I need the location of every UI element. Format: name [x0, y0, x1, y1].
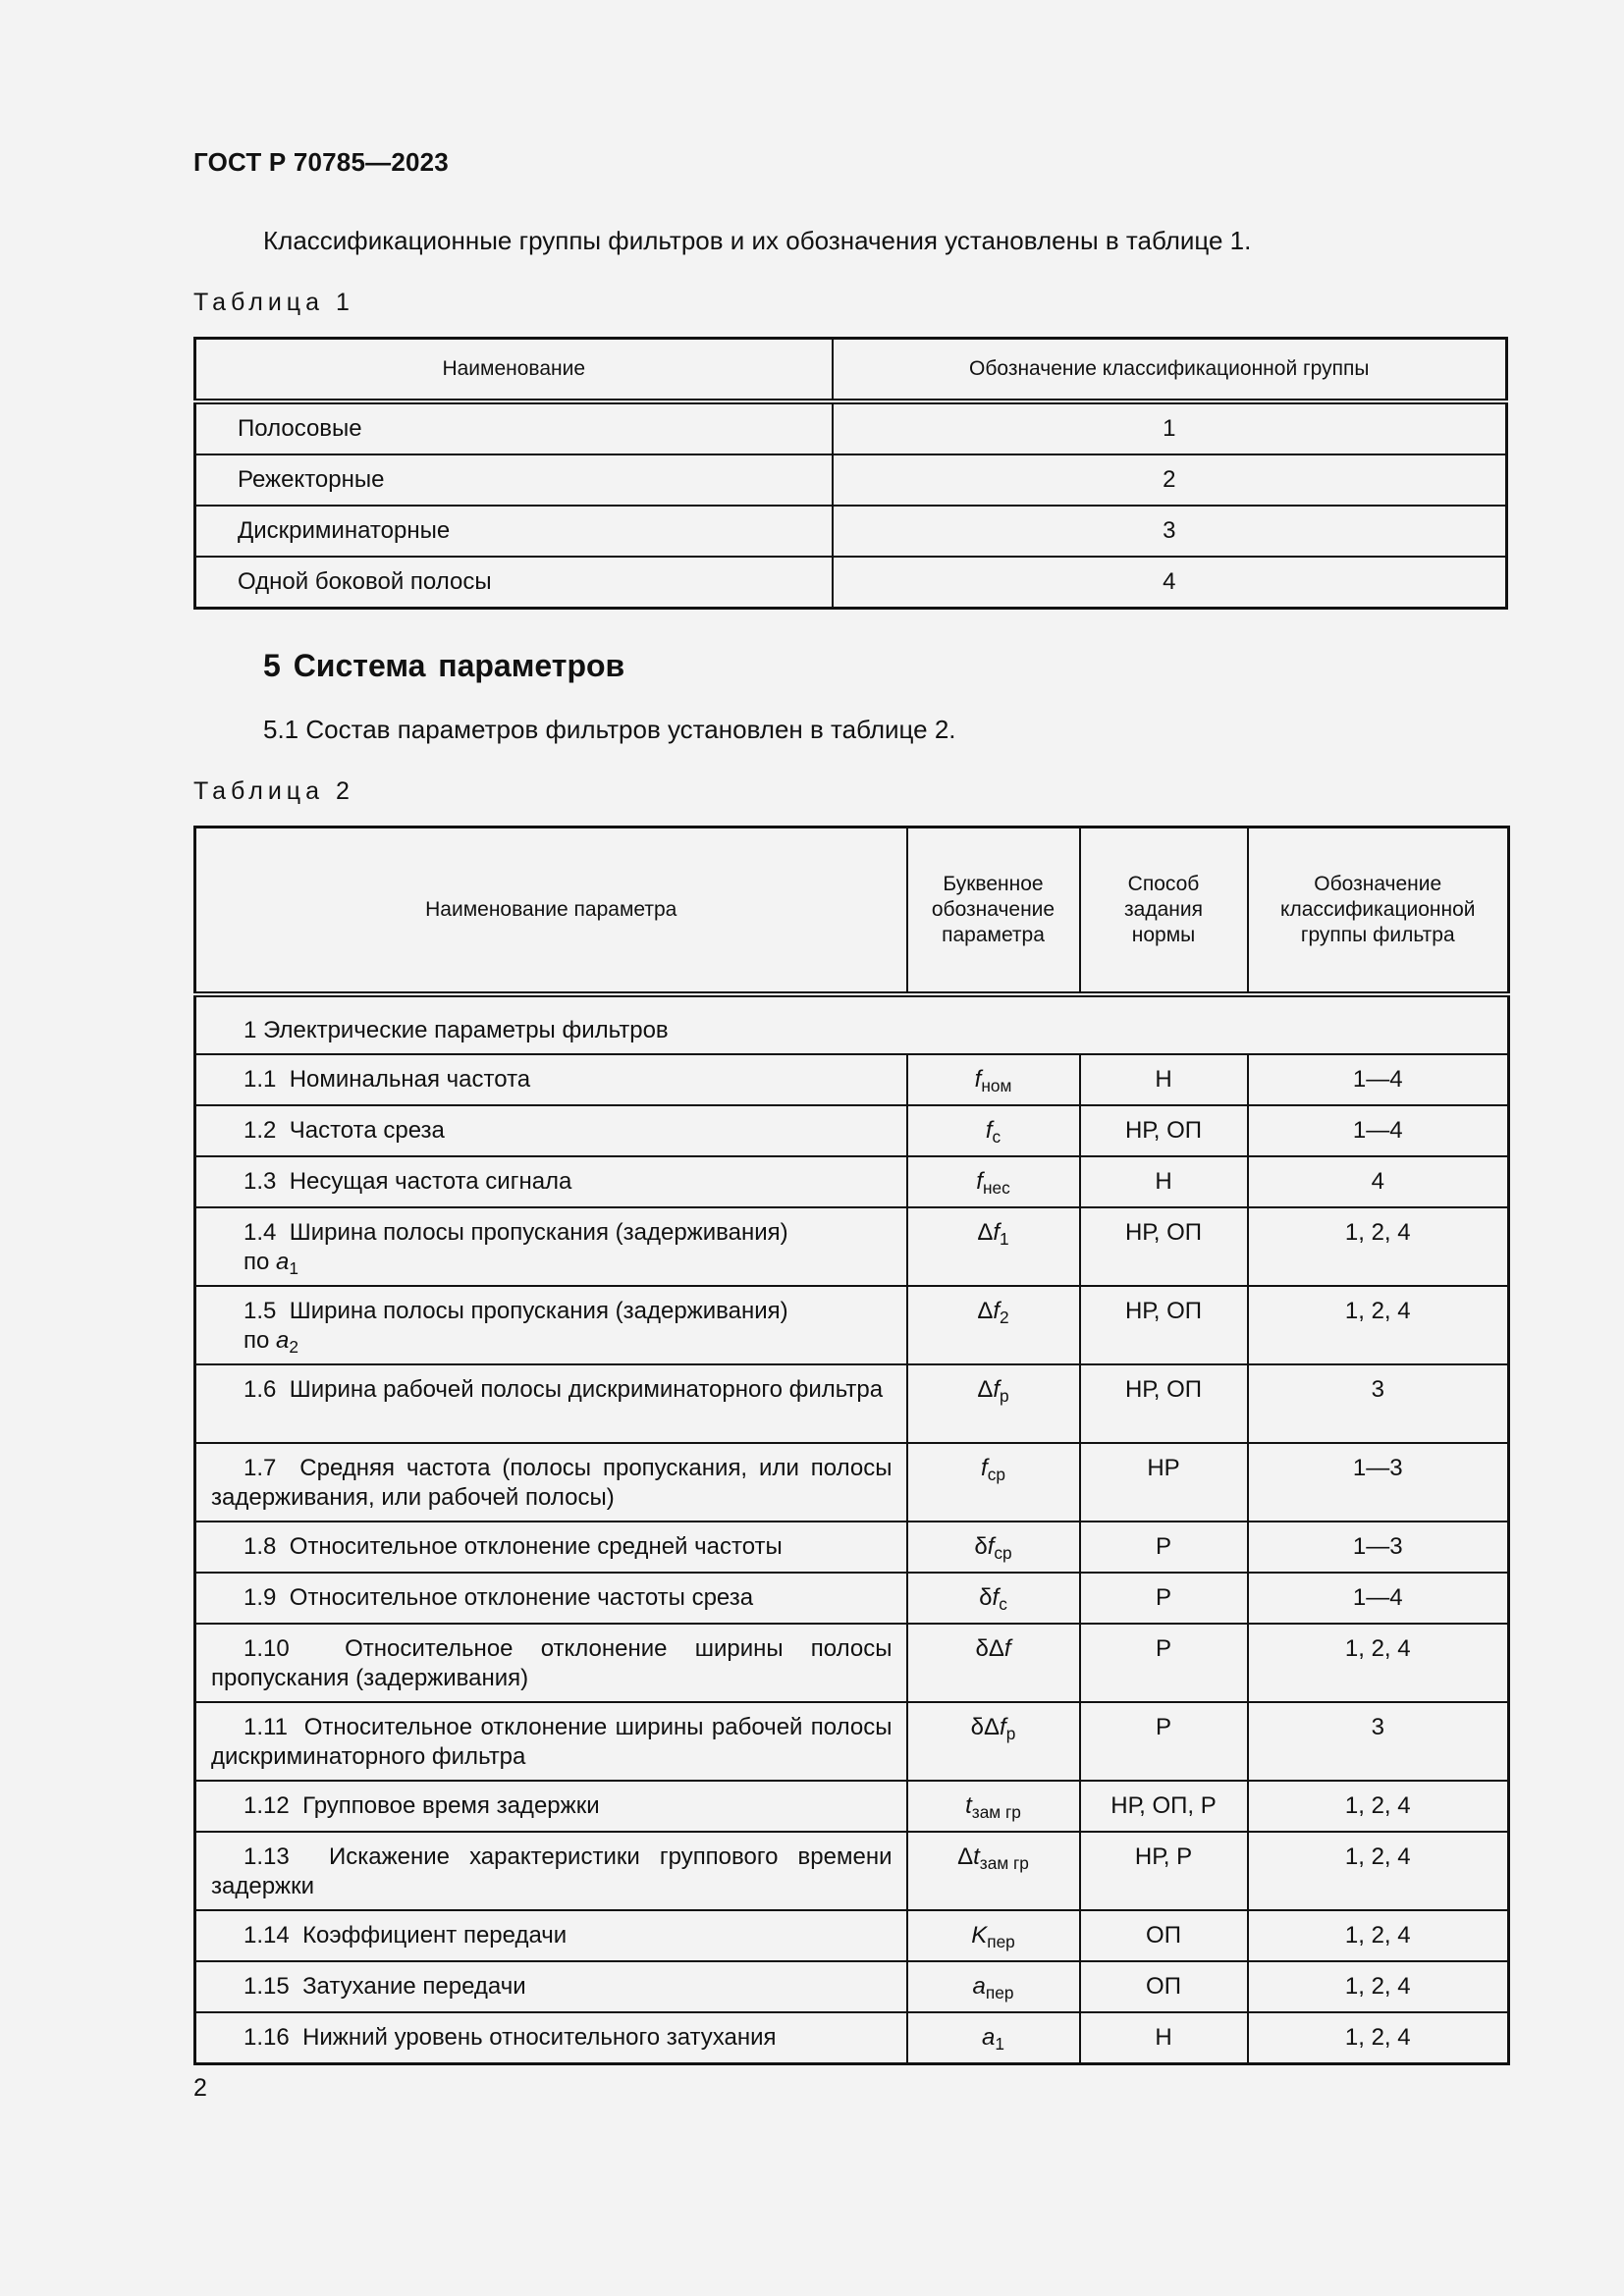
- filter-type-name: Одной боковой полосы: [195, 557, 833, 609]
- table2-header-row: [195, 828, 1509, 995]
- parameter-name: [195, 1832, 907, 1910]
- parameter-label-subscript: 1: [289, 1258, 298, 1278]
- symbol-base: f: [1003, 1635, 1011, 1662]
- norm-method: ОП: [1080, 1910, 1248, 1961]
- filter-group-code: 1: [833, 401, 1507, 454]
- parameter-label-variable: a: [276, 1327, 290, 1354]
- norm-method: НР, ОП: [1080, 1105, 1248, 1156]
- parameter-label-prefix: по: [244, 1249, 277, 1275]
- parameter-number: 1.14: [244, 1922, 290, 1949]
- symbol-prefix: δΔ: [975, 1635, 1004, 1662]
- parameter-symbol: [907, 1105, 1080, 1156]
- parameter-label: Искажение характеристики группового времени задержки: [211, 1843, 893, 1899]
- table-row: [195, 1832, 1509, 1910]
- norm-method: Р: [1080, 1624, 1248, 1702]
- parameter-symbol: [907, 1832, 1080, 1910]
- filter-groups: 1, 2, 4: [1248, 1961, 1509, 2012]
- parameter-symbol: [907, 1156, 1080, 1207]
- norm-method: Р: [1080, 1573, 1248, 1624]
- symbol-subscript: ср: [994, 1543, 1012, 1563]
- symbol-subscript: нес: [982, 1178, 1010, 1198]
- symbol-base: f: [1000, 1714, 1006, 1740]
- parameter-label: Относительное отклонение частоты среза: [289, 1584, 754, 1611]
- parameter-label: Несущая частота сигнала: [289, 1168, 572, 1195]
- table-row: [195, 1364, 1509, 1443]
- parameter-name: [195, 1522, 907, 1573]
- table-row: [195, 557, 1507, 609]
- filter-groups: 1—4: [1248, 1573, 1509, 1624]
- table-row: [195, 1105, 1509, 1156]
- filter-group-code: 2: [833, 454, 1507, 506]
- table1-caption: Таблица 1: [193, 289, 354, 316]
- parameter-number: 1.10: [244, 1635, 290, 1662]
- parameter-name: [195, 1573, 907, 1624]
- section-title: 5 Система параметров: [263, 648, 625, 683]
- classification-table: [193, 337, 1508, 610]
- parameter-symbol: [907, 1702, 1080, 1781]
- filter-group-code: 3: [833, 506, 1507, 557]
- symbol-base: f: [985, 1117, 993, 1144]
- table-row: [195, 1286, 1509, 1364]
- parameter-number: 1.13: [244, 1843, 290, 1870]
- table-row: [195, 454, 1507, 506]
- parameter-name: [195, 2012, 907, 2064]
- filter-groups: 1, 2, 4: [1248, 1624, 1509, 1702]
- parameter-name: [195, 1207, 907, 1286]
- symbol-subscript: пер: [987, 1932, 1015, 1951]
- column-header-name: Наименование: [195, 339, 833, 402]
- parameter-symbol: [907, 1364, 1080, 1443]
- symbol-base: f: [987, 1533, 995, 1560]
- filter-groups: 3: [1248, 1364, 1509, 1443]
- filter-groups: 1—3: [1248, 1443, 1509, 1522]
- table-row: [195, 506, 1507, 557]
- parameter-name: [195, 1156, 907, 1207]
- parameter-number: 1.6: [244, 1376, 277, 1403]
- symbol-subscript: 1: [1000, 1229, 1009, 1249]
- column-header-method: Способ задания нормы: [1080, 828, 1248, 995]
- parameter-label: Ширина рабочей полосы дискриминаторного фильтра: [289, 1376, 884, 1403]
- filter-groups: 1, 2, 4: [1248, 1832, 1509, 1910]
- filter-groups: 1, 2, 4: [1248, 2012, 1509, 2064]
- parameter-number: 1.4: [244, 1219, 277, 1246]
- filter-group-code: 4: [833, 557, 1507, 609]
- symbol-base: f: [993, 1298, 1001, 1324]
- parameter-symbol: [907, 1910, 1080, 1961]
- symbol-prefix: Δ: [977, 1219, 994, 1246]
- norm-method: Н: [1080, 1156, 1248, 1207]
- symbol-prefix: Δ: [957, 1843, 974, 1870]
- filter-type-name: Полосовые: [195, 401, 833, 454]
- symbol-prefix: Δ: [977, 1298, 994, 1324]
- norm-method: Р: [1080, 1522, 1248, 1573]
- norm-method: НР, ОП, Р: [1080, 1781, 1248, 1832]
- symbol-subscript: р: [1005, 1724, 1016, 1743]
- symbol-subscript: ср: [987, 1465, 1005, 1484]
- parameter-symbol: [907, 1054, 1080, 1105]
- filter-type-name: Режекторные: [195, 454, 833, 506]
- parameter-name: [195, 1781, 907, 1832]
- symbol-subscript: с: [992, 1127, 1001, 1147]
- parameter-label-prefix: по: [244, 1327, 277, 1354]
- parameter-name: [195, 1443, 907, 1522]
- symbol-base: f: [976, 1168, 983, 1195]
- symbol-subscript: р: [1000, 1386, 1009, 1406]
- table-row: [195, 1702, 1509, 1781]
- parameter-symbol: [907, 1286, 1080, 1364]
- symbol-base: a: [982, 2024, 996, 2051]
- parameter-number: 1.1: [244, 1066, 277, 1093]
- table-row: [195, 1207, 1509, 1286]
- parameter-name: [195, 1624, 907, 1702]
- norm-method: Н: [1080, 1054, 1248, 1105]
- parameter-number: 1.2: [244, 1117, 277, 1144]
- norm-method: НР, ОП: [1080, 1286, 1248, 1364]
- symbol-base: a: [972, 1973, 986, 2000]
- symbol-base: K: [971, 1922, 988, 1949]
- filter-groups: 1, 2, 4: [1248, 1286, 1509, 1364]
- parameter-label-subscript: 2: [289, 1337, 298, 1357]
- document-code: ГОСТ Р 70785—2023: [193, 147, 449, 177]
- table-row: [195, 1522, 1509, 1573]
- parameter-label: Средняя частота (полосы пропускания, или полосы задерживания, или рабочей полосы): [211, 1455, 893, 1511]
- parameter-symbol: [907, 2012, 1080, 2064]
- parameter-number: 1.11: [244, 1714, 288, 1740]
- parameter-number: 1.9: [244, 1584, 277, 1611]
- table-row: [195, 1443, 1509, 1522]
- norm-method: Р: [1080, 1702, 1248, 1781]
- parameter-symbol: [907, 1624, 1080, 1702]
- norm-method: Н: [1080, 2012, 1248, 2064]
- parameter-label: Номинальная частота: [289, 1066, 531, 1093]
- symbol-base: f: [992, 1584, 1000, 1611]
- parameter-name: [195, 1286, 907, 1364]
- parameter-symbol: [907, 1207, 1080, 1286]
- parameter-symbol: [907, 1573, 1080, 1624]
- table-row: [195, 1961, 1509, 2012]
- parameter-symbol: [907, 1443, 1080, 1522]
- table-row: [195, 1781, 1509, 1832]
- filter-type-name: Дискриминаторные: [195, 506, 833, 557]
- column-header-group: Обозначение классификационной группы: [833, 339, 1507, 402]
- norm-method: НР, Р: [1080, 1832, 1248, 1910]
- filter-groups: 3: [1248, 1702, 1509, 1781]
- table2-caption: Таблица 2: [193, 777, 354, 805]
- parameter-label: Групповое время задержки: [302, 1792, 600, 1819]
- table-row: [195, 1910, 1509, 1961]
- parameter-number: 1.12: [244, 1792, 290, 1819]
- symbol-base: f: [981, 1455, 988, 1481]
- parameter-number: 1.15: [244, 1973, 290, 2000]
- norm-method: ОП: [1080, 1961, 1248, 2012]
- filter-groups: 1—4: [1248, 1054, 1509, 1105]
- table-row: [195, 401, 1507, 454]
- symbol-base: t: [973, 1843, 980, 1870]
- parameter-label: Ширина полосы пропускания (задерживания): [289, 1219, 788, 1246]
- parameter-label: Относительное отклонение ширины рабочей полосы дискриминаторного фильтра: [211, 1714, 893, 1770]
- parameters-table: [193, 826, 1510, 2065]
- parameter-number: 1.3: [244, 1168, 277, 1195]
- parameter-name: [195, 1910, 907, 1961]
- column-header-symbol: Буквенное обозначение параметра: [907, 828, 1080, 995]
- table-row: [195, 1624, 1509, 1702]
- filter-groups: 1—3: [1248, 1522, 1509, 1573]
- parameter-name: [195, 1105, 907, 1156]
- symbol-prefix: Δ: [977, 1376, 994, 1403]
- parameter-name: [195, 1054, 907, 1105]
- symbol-subscript: с: [999, 1594, 1007, 1614]
- group-row: [195, 994, 1509, 1054]
- symbol-prefix: δΔ: [970, 1714, 1001, 1740]
- parameter-name: [195, 1961, 907, 2012]
- symbol-subscript: 2: [1000, 1308, 1009, 1327]
- parameter-label: Затухание передачи: [302, 1973, 526, 2000]
- filter-groups: 1—4: [1248, 1105, 1509, 1156]
- table1-header-row: [195, 339, 1507, 402]
- parameter-number: 1.7: [244, 1455, 277, 1481]
- group-title: 1 Электрические параметры фильтров: [195, 994, 1509, 1054]
- filter-groups: 1, 2, 4: [1248, 1910, 1509, 1961]
- filter-groups: 1, 2, 4: [1248, 1781, 1509, 1832]
- table-row: [195, 2012, 1509, 2064]
- norm-method: НР: [1080, 1443, 1248, 1522]
- symbol-prefix: δ: [974, 1533, 988, 1560]
- section-paragraph: 5.1 Состав параметров фильтров установлен в таблице 2.: [263, 715, 956, 744]
- parameter-number: 1.16: [244, 2024, 290, 2051]
- parameter-number: 1.5: [244, 1298, 277, 1324]
- parameter-label: Частота среза: [289, 1117, 445, 1144]
- symbol-subscript: зам гр: [971, 1802, 1021, 1822]
- parameter-number: 1.8: [244, 1533, 277, 1560]
- norm-method: НР, ОП: [1080, 1207, 1248, 1286]
- parameter-name: [195, 1364, 907, 1443]
- parameter-label: Ширина полосы пропускания (задерживания): [289, 1298, 788, 1324]
- symbol-base: t: [965, 1792, 972, 1819]
- parameter-symbol: [907, 1781, 1080, 1832]
- filter-groups: 1, 2, 4: [1248, 1207, 1509, 1286]
- parameter-label-variable: a: [276, 1249, 290, 1275]
- table-row: [195, 1054, 1509, 1105]
- column-header-filter-group: Обозначение классификационной группы фильтра: [1248, 828, 1509, 995]
- symbol-prefix: δ: [979, 1584, 993, 1611]
- symbol-subscript: ном: [981, 1076, 1012, 1095]
- symbol-base: f: [993, 1376, 1001, 1403]
- symbol-subscript: зам гр: [979, 1853, 1029, 1873]
- parameter-symbol: [907, 1961, 1080, 2012]
- parameter-label: Нижний уровень относительного затухания: [302, 2024, 777, 2051]
- table-row: [195, 1573, 1509, 1624]
- symbol-subscript: 1: [995, 2034, 1004, 2054]
- symbol-base: f: [993, 1219, 1001, 1246]
- intro-paragraph: Классификационные группы фильтров и их обозначения установлены в таблице 1.: [263, 226, 1252, 255]
- parameter-name: [195, 1702, 907, 1781]
- filter-groups: 4: [1248, 1156, 1509, 1207]
- symbol-base: f: [974, 1066, 982, 1093]
- parameter-label: Относительное отклонение средней частоты: [289, 1533, 783, 1560]
- table-row: [195, 1156, 1509, 1207]
- page-number: 2: [193, 2074, 207, 2102]
- norm-method: НР, ОП: [1080, 1364, 1248, 1443]
- column-header-parameter-name: Наименование параметра: [195, 828, 907, 995]
- parameter-label: Коэффициент передачи: [302, 1922, 568, 1949]
- symbol-subscript: пер: [985, 1983, 1014, 2002]
- parameter-label: Относительное отклонение ширины полосы пропускания (задерживания): [211, 1635, 893, 1691]
- parameter-symbol: [907, 1522, 1080, 1573]
